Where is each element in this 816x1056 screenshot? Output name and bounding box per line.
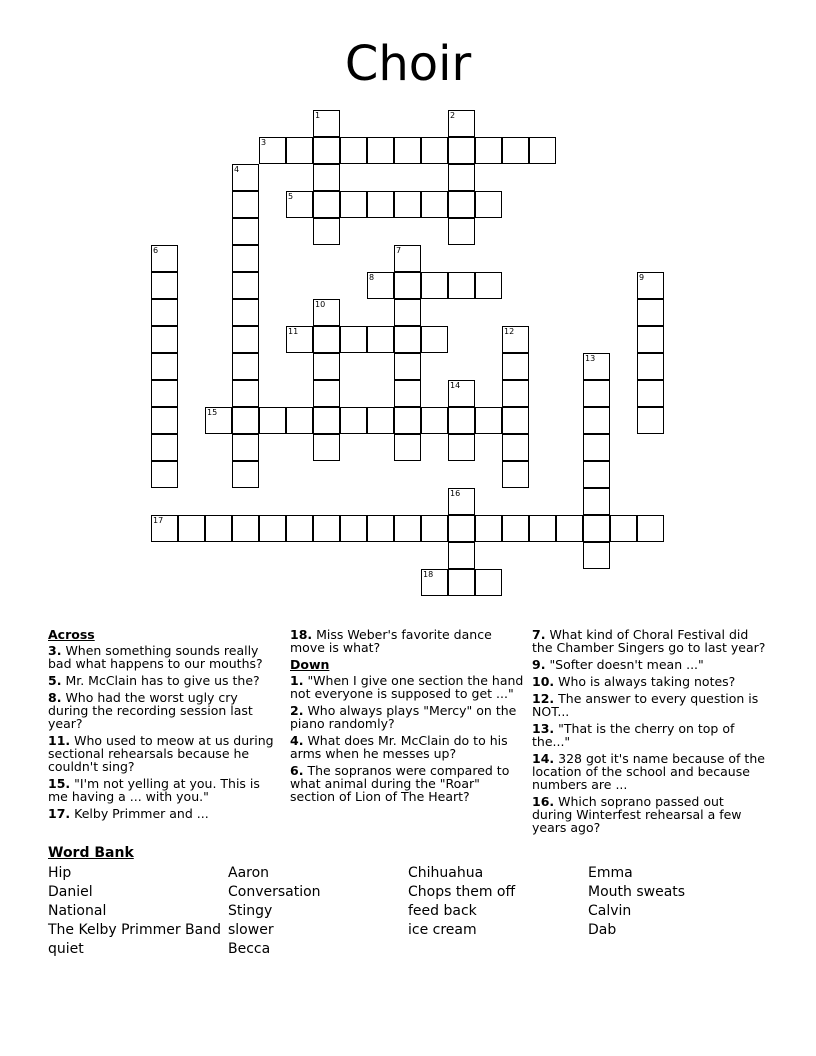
word-bank-item: Hip <box>48 865 72 881</box>
grid-cell[interactable] <box>637 299 664 326</box>
grid-cell[interactable] <box>232 245 259 272</box>
word-bank-item: Aaron <box>228 865 270 881</box>
word-bank-item: Stingy <box>228 903 273 919</box>
grid-cell[interactable] <box>367 407 394 434</box>
grid-cell[interactable] <box>583 407 610 434</box>
clue-number: 10 <box>315 300 326 309</box>
clue-across-18: 18. Miss Weber's favorite dance move is what? <box>290 627 492 655</box>
grid-cell[interactable] <box>259 515 286 542</box>
grid-cell[interactable] <box>394 326 421 353</box>
grid-cell[interactable] <box>232 218 259 245</box>
word-bank-column-4 <box>588 864 685 940</box>
clue-across-8: 8. Who had the worst ugly cry during the recording session last year? <box>48 690 253 731</box>
grid-cell[interactable] <box>151 380 178 407</box>
grid-cell[interactable] <box>475 272 502 299</box>
word-bank-column-3 <box>408 864 515 940</box>
grid-cell[interactable] <box>313 137 340 164</box>
grid-cell[interactable] <box>637 272 664 299</box>
clue-down-13: 13. "That is the cherry on top of the..." <box>532 721 735 749</box>
grid-cell[interactable] <box>232 515 259 542</box>
grid-cell[interactable] <box>340 515 367 542</box>
grid-cell[interactable] <box>178 515 205 542</box>
grid-cell[interactable] <box>313 218 340 245</box>
across-heading: Across <box>48 627 95 642</box>
grid-cell[interactable] <box>583 488 610 515</box>
grid-cell[interactable] <box>556 515 583 542</box>
clues-column-1 <box>48 628 282 824</box>
clue-number: 1 <box>315 111 321 120</box>
grid-cell[interactable] <box>421 191 448 218</box>
grid-cell[interactable] <box>448 110 475 137</box>
grid-cell[interactable] <box>367 272 394 299</box>
clue-down-10: 10. Who is always taking notes? <box>532 674 736 689</box>
grid-cell[interactable] <box>502 353 529 380</box>
word-bank-heading: Word Bank <box>48 845 134 861</box>
grid-cell[interactable] <box>313 434 340 461</box>
clue-across-17: 17. Kelby Primmer and ... <box>48 806 209 821</box>
grid-cell[interactable] <box>421 569 448 596</box>
grid-cell[interactable] <box>394 245 421 272</box>
page-title: Choir <box>344 36 472 92</box>
grid-cell[interactable] <box>448 488 475 515</box>
grid-cell[interactable] <box>340 326 367 353</box>
grid-cell[interactable] <box>232 326 259 353</box>
word-bank-column-1 <box>48 864 221 959</box>
grid-cell[interactable] <box>151 461 178 488</box>
grid-cell[interactable] <box>151 299 178 326</box>
word-bank-item: Chihuahua <box>408 865 484 881</box>
down-heading: Down <box>290 657 330 672</box>
grid-cell[interactable] <box>394 299 421 326</box>
grid-cell[interactable] <box>151 326 178 353</box>
grid-cell[interactable] <box>232 407 259 434</box>
clue-number: 14 <box>450 381 461 390</box>
word-bank-item: Daniel <box>48 884 93 900</box>
grid-cell[interactable] <box>529 515 556 542</box>
grid-cell[interactable] <box>421 137 448 164</box>
grid-cell[interactable] <box>232 434 259 461</box>
grid-cell[interactable] <box>502 407 529 434</box>
grid-cell[interactable] <box>421 272 448 299</box>
grid-cell[interactable] <box>502 461 529 488</box>
grid-cell[interactable] <box>286 191 313 218</box>
grid-cell[interactable] <box>232 272 259 299</box>
grid-cell[interactable] <box>232 299 259 326</box>
grid-cell[interactable] <box>313 164 340 191</box>
grid-cell[interactable] <box>286 326 313 353</box>
grid-cell[interactable] <box>394 515 421 542</box>
clue-down-16: 16. Which soprano passed out during Winterfest rehearsal a few years ago? <box>532 794 742 835</box>
grid-cell[interactable] <box>286 515 313 542</box>
grid-cell[interactable] <box>313 326 340 353</box>
grid-cell[interactable] <box>448 164 475 191</box>
word-bank-item: The Kelby Primmer Band <box>48 922 221 938</box>
grid-cell[interactable] <box>313 407 340 434</box>
grid-cell[interactable] <box>583 461 610 488</box>
grid-cell[interactable] <box>394 380 421 407</box>
grid-cell[interactable] <box>394 434 421 461</box>
grid-cell[interactable] <box>421 515 448 542</box>
grid-cell[interactable] <box>502 380 529 407</box>
grid-cell[interactable] <box>151 434 178 461</box>
word-bank-item: Dab <box>588 922 617 938</box>
clue-across-3: 3. When something sounds really bad what happens to our mouths? <box>48 643 263 671</box>
grid-cell[interactable] <box>286 137 313 164</box>
grid-cell[interactable] <box>637 407 664 434</box>
grid-cell[interactable] <box>394 353 421 380</box>
clue-across-11: 11. Who used to meow at us during sectional rehearsals because he couldn't sing? <box>48 733 274 774</box>
clue-number: 5 <box>288 192 294 201</box>
grid-cell[interactable] <box>448 137 475 164</box>
grid-cell[interactable] <box>367 515 394 542</box>
clue-number: 8 <box>369 273 375 282</box>
clue-down-12: 12. The answer to every question is NOT... <box>532 691 759 719</box>
grid-cell[interactable] <box>637 326 664 353</box>
clue-across-15: 15. "I'm not yelling at you. This is me having a ... with you." <box>48 776 260 804</box>
grid-cell[interactable] <box>259 407 286 434</box>
grid-cell[interactable] <box>367 326 394 353</box>
word-bank-item: slower <box>228 922 274 938</box>
grid-cell[interactable] <box>583 515 610 542</box>
word-bank-item: National <box>48 903 107 919</box>
grid-cell[interactable] <box>448 569 475 596</box>
word-bank-item: Emma <box>588 865 633 881</box>
clue-number: 6 <box>153 246 159 255</box>
clue-down-7: 7. What kind of Choral Festival did the Chamber Singers go to last year? <box>532 627 766 655</box>
grid-cell[interactable] <box>313 299 340 326</box>
word-bank-item: feed back <box>408 903 477 919</box>
grid-cell[interactable] <box>502 326 529 353</box>
word-bank-item: Calvin <box>588 903 632 919</box>
clue-down-6: 6. The sopranos were compared to what animal during the "Roar" section of Lion of The Heart? <box>290 763 510 804</box>
grid-cell[interactable] <box>394 272 421 299</box>
grid-cell[interactable] <box>448 515 475 542</box>
grid-cell[interactable] <box>313 191 340 218</box>
grid-cell[interactable] <box>475 191 502 218</box>
word-bank-item: ice cream <box>408 922 477 938</box>
clue-number: 2 <box>450 111 456 120</box>
grid-cell[interactable] <box>313 110 340 137</box>
clue-number: 3 <box>261 138 267 147</box>
grid-cell[interactable] <box>205 407 232 434</box>
grid-cell[interactable] <box>232 191 259 218</box>
grid-cell[interactable] <box>475 137 502 164</box>
grid-cell[interactable] <box>421 326 448 353</box>
word-bank-item: quiet <box>48 941 84 957</box>
grid-cell[interactable] <box>448 218 475 245</box>
grid-cell[interactable] <box>394 191 421 218</box>
grid-cell[interactable] <box>232 461 259 488</box>
grid-cell[interactable] <box>583 353 610 380</box>
word-bank-column-2 <box>228 864 321 959</box>
grid-cell[interactable] <box>529 137 556 164</box>
grid-cell[interactable] <box>151 245 178 272</box>
grid-cell[interactable] <box>394 407 421 434</box>
word-bank-item: Mouth sweats <box>588 884 686 900</box>
grid-cell[interactable] <box>286 407 313 434</box>
grid-cell[interactable] <box>340 191 367 218</box>
grid-cell[interactable] <box>583 542 610 569</box>
grid-cell[interactable] <box>151 515 178 542</box>
grid-cell[interactable] <box>313 353 340 380</box>
grid-cell[interactable] <box>637 353 664 380</box>
grid-cell[interactable] <box>232 164 259 191</box>
clue-number: 9 <box>639 273 645 282</box>
grid-cell[interactable] <box>367 191 394 218</box>
grid-cell[interactable] <box>502 515 529 542</box>
clue-down-4: 4. What does Mr. McClain do to his arms when he messes up? <box>290 733 508 761</box>
grid-cell[interactable] <box>637 380 664 407</box>
grid-cell[interactable] <box>448 380 475 407</box>
grid-cell[interactable] <box>151 272 178 299</box>
clue-number: 16 <box>450 489 461 498</box>
clue-number: 15 <box>207 408 218 417</box>
grid-cell[interactable] <box>232 353 259 380</box>
clues-column-2 <box>290 628 524 807</box>
grid-cell[interactable] <box>448 542 475 569</box>
grid-cell[interactable] <box>502 137 529 164</box>
grid-cell[interactable] <box>583 380 610 407</box>
grid-cell[interactable] <box>421 407 448 434</box>
clue-across-5: 5. Mr. McClain has to give us the? <box>48 673 260 688</box>
clue-down-9: 9. "Softer doesn't mean ..." <box>532 657 704 672</box>
grid-cell[interactable] <box>583 434 610 461</box>
grid-cell[interactable] <box>313 380 340 407</box>
grid-cell[interactable] <box>610 515 637 542</box>
grid-cell[interactable] <box>448 407 475 434</box>
clue-number: 17 <box>153 516 164 525</box>
grid-cell[interactable] <box>475 569 502 596</box>
grid-cell[interactable] <box>367 137 394 164</box>
grid-cell[interactable] <box>259 137 286 164</box>
grid-cell[interactable] <box>637 515 664 542</box>
grid-cell[interactable] <box>448 272 475 299</box>
clues-column-3 <box>532 628 766 838</box>
clue-down-1: 1. "When I give one section the hand not everyone is supposed to get ..." <box>290 673 524 701</box>
grid-cell[interactable] <box>448 434 475 461</box>
grid-cell[interactable] <box>151 407 178 434</box>
grid-cell[interactable] <box>502 434 529 461</box>
word-bank-item: Conversation <box>228 884 321 900</box>
grid-cell[interactable] <box>151 353 178 380</box>
clue-number: 18 <box>423 570 434 579</box>
clue-number: 4 <box>234 165 240 174</box>
grid-cell[interactable] <box>475 407 502 434</box>
grid-cell[interactable] <box>205 515 232 542</box>
clue-number: 13 <box>585 354 596 363</box>
word-bank-item: Becca <box>228 941 271 957</box>
clue-number: 11 <box>288 327 299 336</box>
clue-down-14: 14. 328 got it's name because of the location of the school and because numbers are ... <box>532 751 765 792</box>
grid-cell[interactable] <box>232 380 259 407</box>
clue-number: 12 <box>504 327 515 336</box>
word-bank-item: Chops them off <box>408 884 516 900</box>
grid-cell[interactable] <box>340 137 367 164</box>
grid-cell[interactable] <box>448 191 475 218</box>
clue-number: 7 <box>396 246 402 255</box>
grid-cell[interactable] <box>313 515 340 542</box>
grid-cell[interactable] <box>340 407 367 434</box>
clue-down-2: 2. Who always plays "Mercy" on the piano randomly? <box>290 703 517 731</box>
grid-cell[interactable] <box>475 515 502 542</box>
grid-cell[interactable] <box>394 137 421 164</box>
